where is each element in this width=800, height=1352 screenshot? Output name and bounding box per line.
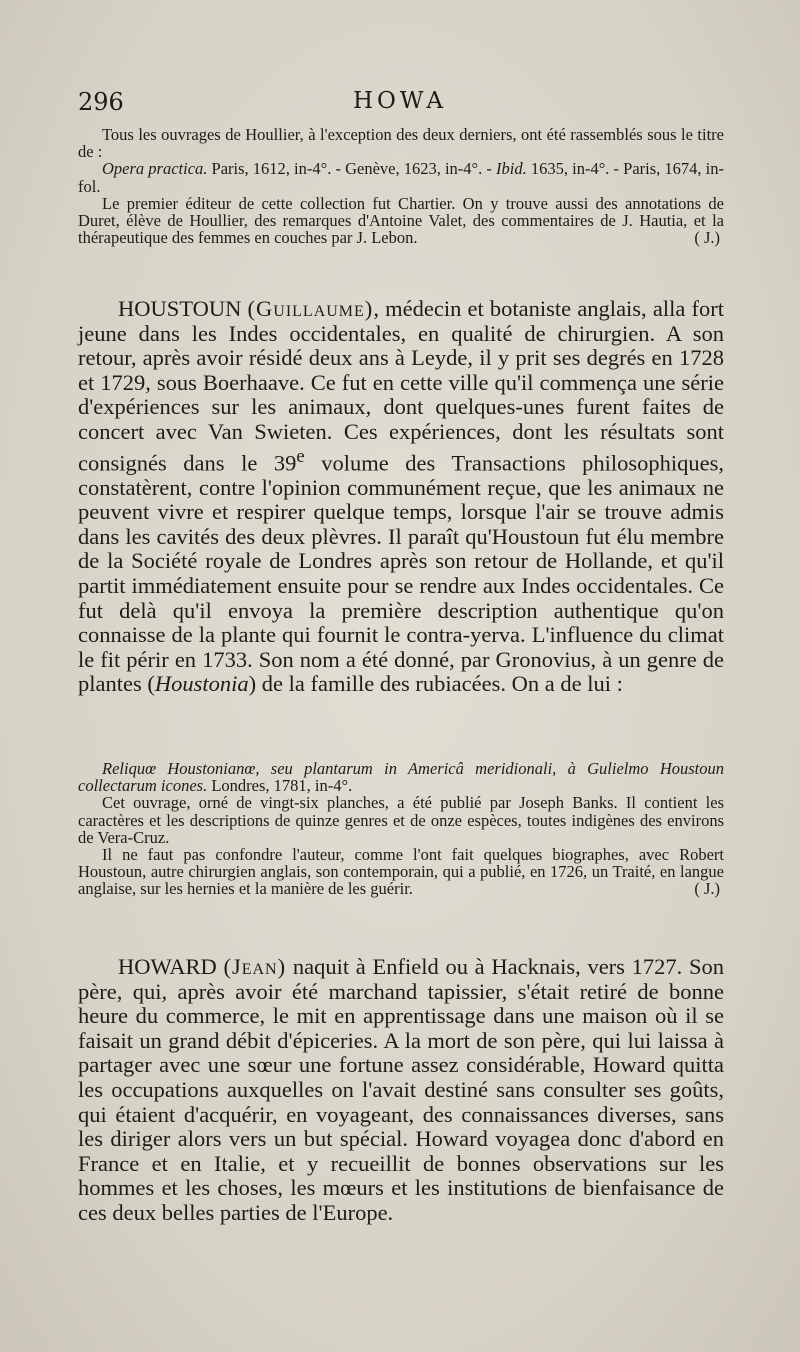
note-bibliography: Reliquœ Houstonianœ, seu plantarum in Americâ meridionali, à Gulielmo Houstoun collectarum icones. Londres, 1781, in-4°. (78, 759, 724, 796)
genus-name: Houstonia (154, 671, 249, 697)
entry-paragraph: HOWARD (Jean) naquit à Enfield ou à Hacknais, vers 1727. Son père, qui, après avoir été marchand tapissier, s'était retiré de bonne heure du commerce, le mit en apprentissage dans une maison où il se faisait un grand débit d'épiceries. A la mort de son père, qui lui laissa à partager avec une sœur une fortune assez considérable, Howard quitta les occupations auxquelles on l'avait destiné sans consulter ses goûts, qui étaient d'acquérir, en voyageant, des connaissances diverses, sans les diriger alors vers un but spécial. Howard voyagea donc d'abord en France et en Italie, et y recueillit de bonnes observations sur les hommes et les choses, les mœurs et les institutions de bienfaisance de ces deux belles parties de l'Europe. (78, 954, 725, 1225)
note-paragraph: Cet ouvrage, orné de vingt-six planches, a été publié par Joseph Banks. Il contient les caractères et les descriptions de quinze genres et de onze espèces, toutes indigènes des environs de Vera-Cruz. (78, 793, 724, 847)
houllier-note (78, 126, 724, 246)
author-signature: ( J.) (694, 879, 720, 899)
author-signature: ( J.) (694, 228, 720, 248)
work-title: Reliquœ Houstonianœ, seu plantarum in Americâ meridionali, à Gulielmo Houstoun collectarum icones. (78, 759, 724, 796)
page-number: 296 (78, 88, 124, 116)
howard-entry (78, 955, 724, 1226)
note-paragraph: Il ne faut pas confondre l'auteur, comme l'ont fait quelques biographes, avec Robert Houstoun, autre chirurgien anglais, son contemporain, qui a publié, en 1726, un Traité, en langue anglaise, sur les hernies et la manière de les guérir. ( J.) (78, 845, 724, 899)
houstoun-entry (78, 297, 724, 697)
entry-name: HOUSTOUN (118, 296, 242, 321)
entry-forename: (Guillaume) (247, 296, 374, 321)
note-editions: Opera practica. Paris, 1612, in-4°. - Genève, 1623, in-4°. - Ibid. 1635, in-4°. - Paris, 1674, in-fol. (78, 159, 724, 196)
running-head (78, 88, 722, 118)
note-paragraph: Le premier éditeur de cette collection fut Chartier. On y trouve aussi des annotations de Duret, élève de Houllier, des remarques d'Antoine Valet, des commentaires de J. Hautia, et la thérapeutique des femmes en couches par J. Lebon. ( J.) (78, 193, 724, 248)
running-title: HOWA (352, 88, 448, 114)
entry-name: HOWARD (118, 954, 217, 979)
entry-paragraph: HOUSTOUN (Guillaume), médecin et botaniste anglais, alla fort jeune dans les Indes occidentales, en qualité de chirurgien. A son retour, après avoir résidé deux ans à Leyde, il y prit ses degrés en 1728 et 1729, sous Boerhaave. Ce fut en cette ville qu'il commença une série d'expériences sur les animaux, dont quelques-unes furent faites de concert avec Van Swieten. Ces expériences, dont les résultats sont consignés dans le 39e volume des Transactions philosophiques, constatèrent, contre l'opinion communément reçue, que les animaux ne peuvent vivre et respirer quelque temps, lorsque l'air se trouve admis dans les cavités des deux plèvres. Il paraît qu'Houstoun fut élu membre de la Société royale de Londres après son retour de Hollande, et qu'il partit immédiatement ensuite pour se rendre aux Indes occidentales. Ce fut delà qu'il envoya la première description authentique qu'on connaisse de la plante qui fournit le contra-yerva. L'influence du climat le fit périr en 1733. Son nom a été donné, par Gronovius, à un genre de plantes (Houstonia) de la famille des rubiacées. On a de lui : (78, 296, 724, 697)
work-title: Opera practica. (102, 159, 208, 179)
houstoun-note (78, 760, 724, 898)
note-paragraph: Tous les ouvrages de Houllier, à l'exception des deux derniers, ont été rassemblés sous le titre de : (78, 125, 724, 162)
entry-forename: (Jean) (223, 954, 287, 979)
